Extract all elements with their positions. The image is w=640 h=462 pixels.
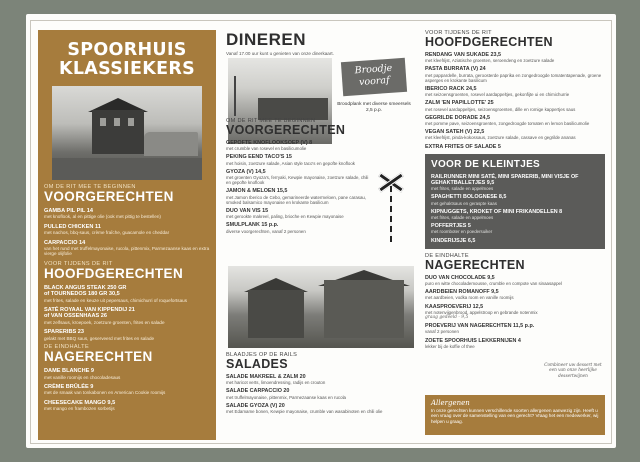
item-name: RENDANG VAN SUKADE 23,5 [425,52,501,58]
menu-item [431,223,599,234]
menu-item [425,66,605,83]
allergenen-box [425,395,605,435]
item-desc: met hoisin, zoetzure salade, Asian style taco's en gepofte knoflook [226,160,355,166]
menu-item [226,388,416,399]
menu-item [38,307,216,325]
section-heading: VOORGERECHTEN [44,189,174,204]
crossing-pole [390,186,392,242]
item-name: GYOZA (V) 14,5 [226,168,266,175]
menu-item [431,209,599,220]
item-name: ZOETE SPOORHUIS LEKKERNIJEN 4 [425,337,521,344]
item-name: SPAGHETTI BOLOGNESE 8,5 [431,194,507,201]
station-window [100,118,106,126]
item-desc: met frites, salade en appelmoes [431,186,494,192]
section-kicker: BLAADJES OP DE RAILS [226,352,298,358]
item-name: CARPACCIO 14 [44,239,86,246]
section-kicker: OM DE RIT MEE TE BEGINNEN [44,184,136,190]
menu-item [431,238,599,244]
section-heading: HOOFDGERECHTEN [425,35,553,49]
item-name: CHEESECAKE MANGO 9,5 [44,399,116,406]
menu-item [38,400,216,412]
houses-photo [228,266,414,348]
item-name: POFFERTJES 5 [431,223,471,230]
item-name: DUO VAN VIS 15 [226,208,269,215]
item-name: SATÉ ROYAAL VAN KIPPENDIJ 21 [44,307,135,314]
item-desc: met nachos, bbq-saus, crème fraîche, guacamole en cheddar [44,230,170,236]
item-desc: vanaf 2 personen [425,329,459,335]
section-kicker: VOOR TIJDENS DE RIT [425,30,492,36]
menu-item [38,285,216,303]
item-desc: gelakt met BBQ saus, geserveerd met frites en salade [44,335,155,341]
item-name: CRÈME BRÛLÉE 9 [44,383,94,390]
item-desc: met crumble van rosevel en basilicumolie [226,146,307,152]
section-heading: VOOR DE KLEINTJES [431,158,541,170]
item-name: JAMON & MELOEN 15,5 [226,188,288,195]
item-desc: met de smaak van tonkabonen en American Cookie roomijs [44,390,166,396]
menu-item [226,140,372,151]
item-desc: met pappardelle, burrata, geroosterde paprika en zongedroogde tomatentapenade, groene asperges en krokante basilicum [425,72,602,83]
menu-item [38,368,216,380]
section-kicker: OM DE RIT MEE TE BEGINNEN [226,118,316,124]
item-desc: met Jamon Iberico de Cebo, gemarineerde watermeloen, pane carasau, smoked balsamico mayonaise en krokante basilicum [226,194,367,205]
menu-item [425,52,605,63]
train-shape [144,132,198,156]
item-name: GEPOFTE KNOFLOOKSOEP (V) 8 [226,140,313,146]
item-desc: met gehaktsaus en geraspte kaas [431,200,497,206]
item-desc: met groenten Gyoza's, ferryaki, Kewpie mayonaise, zoetzure salade, chili en gepofte knoflook [226,175,369,186]
item-name: GEGRILDE DORADE 24,5 [425,114,491,121]
section-kicker: DE EINDHALTE [44,344,90,351]
menu-item [425,129,605,140]
item-name: PULLED CHICKEN 11 [44,223,101,230]
item-desc: met Edamame bonen, Kewpie mayonaise, crumble van wasabinoten en chili olie [226,409,383,415]
menu-item [425,275,605,286]
item-name: SMULPLANK 15 p.p. [226,222,279,229]
dineren-title: DINEREN [226,30,307,49]
menu-item [425,100,605,111]
extra-option: EXTRA FRITES OF SALADE 5 [425,143,501,150]
section-kicker: DE EINDHALTE [425,252,469,259]
item-desc: met mango en frambozen sorbetijs [44,406,115,412]
item-desc: met frites, salade en appelmoes [431,215,494,221]
item-name: PEKING EEND TACO'S 15 [226,154,292,161]
menu-item [425,323,535,334]
item-name: IBERICO RACK 24,5 [425,86,477,93]
item-desc: met vanille roomijs en chocoladesaus [44,374,121,380]
house-shape [324,280,404,338]
hoofdgerechten-column [425,30,605,349]
item-desc: met gerookte makreel, paling, brioche en Kewpie mayonaise [226,214,344,220]
item-desc: puro en witte chocolademousse, crumble en compote van sinaasappel [425,281,562,287]
item-desc: lekker bij de koffie of thee [425,343,475,349]
station-photo [52,86,202,180]
menu-item [226,169,372,186]
bread-label: Broodplank met diverse smeersels 2,5 p.p. [337,102,411,113]
item-name: BLACK ANGUS STEAK 250 GR [44,284,127,291]
menu-item [431,174,599,192]
item-name: PASTA BURRATA (V) 24 [425,66,486,73]
station-building [92,110,144,154]
item-name: RAILRUNNER MINI SATÉ, MINI SPARERIB, MINI VISJE OF GEHAKTBALLETJES 9,5 [431,173,579,187]
item-desc: met roomboter en poedersuiker [431,229,493,235]
section-heading: VOORGERECHTEN [226,123,346,137]
menu-item [425,304,605,320]
menu-item [425,115,605,126]
item-desc: met pomme pave, seizoensgroenten, zongedroogde tomaten en lemon basilicumolie [425,121,590,127]
menu-item [38,384,216,396]
dessert-wine-note: Combineer uw dessert met een van onze heerlijke dessertwijnen [544,362,602,378]
section-heading: HOOFDGERECHTEN [44,265,184,281]
house-shape [248,290,304,338]
item-desc: met rosevel aardappeltjes, seizoensgroenten, dille en romige kappertjes saus [425,106,576,112]
section-heading: NAGERECHTEN [44,349,153,365]
item-desc: met seizoensgroenten, rosevel aardappeltjes, gekonfijte ui en chimichurrie [425,92,570,98]
menu-item [425,86,605,97]
menu-item [38,240,216,257]
item-name: PROEVERIJ VAN NAGERECHTEN 11,5 p.p. [425,323,535,330]
item-name: GAMBA PIL PIL 14 [44,208,94,214]
item-name-alt: of VAN OSSENHAAS 26 [44,313,107,320]
item-name: DUO VAN CHOCOLADE 9,5 [425,274,495,281]
item-name: ZALM 'EN PAPILLOTTE' 25 [425,100,494,107]
bread-card: Broodje vooraf [341,58,407,96]
rail-crossing-icon [374,170,408,242]
section-heading: NAGERECHTEN [425,257,525,272]
tree-shape [234,76,254,116]
menu-item [425,338,535,349]
klassiekers-title: SPOORHUIS KLASSIEKERS [58,40,196,79]
klassiekers-panel [38,30,216,440]
menu-item [425,144,605,150]
allergenen-text: In onze gerechten kunnen verschillende soorten allergenen aanwezig zijn. Heeft u een vraag over de samenstelling van een gerecht? Vraag het een medewerker, wij helpen u graag. [431,408,599,424]
train-shape [258,98,328,120]
item-name: KINDERIJSJE 6,5 [431,237,476,244]
menu-item [226,154,372,165]
item-name: KIPNUGGETS, KROKET OF MINI FRIKANDELLEN 8 [431,208,563,215]
item-name: SALADE MAKREEL & ZALM 20 [226,374,306,380]
item-desc: met knoflook, al en pittige olie (ook met pittig te bestellen) [44,214,161,220]
allergenen-title: Allergenen [431,399,470,407]
item-desc: met kleefrijst, pinda-kokossaus, zoetzure salade, cassave en gegrilde ananas [425,135,576,141]
menu-item [38,224,216,236]
menu-item [226,222,372,233]
item-desc: van het rund met truffelmayonaise, rucola, pittenmix, Parmezaanse kaas en extra vierge olijfolie [44,246,210,257]
item-name: VEGAN SATEH (V) 22,5 [425,129,485,136]
item-desc: met notenvijgenbrood, appelstroop en gebrande notenmix [425,309,538,315]
item-name: SPARERIBS 23 [44,329,84,336]
menu-item [226,208,372,219]
kleintjes-box [425,154,605,249]
section-heading: SALADES [226,357,288,371]
item-desc: met zelfsaus, kroepoek, zoetzure groenten, frites en salade [44,319,165,325]
item-desc: met kleefrijst, Aziatische groenten, seroendeng en zoetzure salade [425,58,555,64]
rail-ground [52,158,202,180]
handwritten-note: graag gedeeld - 9,5 [425,315,469,321]
station-window [128,118,134,126]
item-desc: met aardbeien, vodka room en vanille roomijs [425,295,514,301]
item-desc: met haricot verts, limoendressing, radijs en crouton [226,380,326,386]
item-name: DAME BLANCHE 9 [44,368,95,375]
item-name-alt: of TOURNEDOS 180 GR 30,5 [44,291,120,298]
menu-item [226,374,416,385]
item-name: AARDBEIEN ROMANOFF 9,5 [425,289,499,296]
section-kicker: VOOR TIJDENS DE RIT [44,260,113,267]
item-name: KAASPROEVERIJ 12,5 [425,303,484,310]
item-desc: met frites, salade en keuze uit pepersaus, chimichurri of roquefortsaus [44,297,187,303]
menu-item [425,289,605,300]
dineren-column [226,30,416,415]
menu-item [38,329,216,341]
item-desc: met truffelmayonaise, pittenmix, Parmezaanse kaas en rucola [226,394,346,400]
menu-item [431,194,599,205]
item-desc: diverse voorgerechten, vanaf 2 personen [226,228,306,234]
item-name: SALADE GYOZA (V) 20 [226,402,285,409]
dineren-subtitle: Vanaf 17.00 uur kunt u genieten van onze dinerkaart. [226,51,334,56]
station-window [114,118,120,126]
menu-item [226,188,372,205]
menu-item [38,208,216,220]
menu-item [226,403,416,414]
item-name: SALADE CARPACCIO 20 [226,388,290,395]
